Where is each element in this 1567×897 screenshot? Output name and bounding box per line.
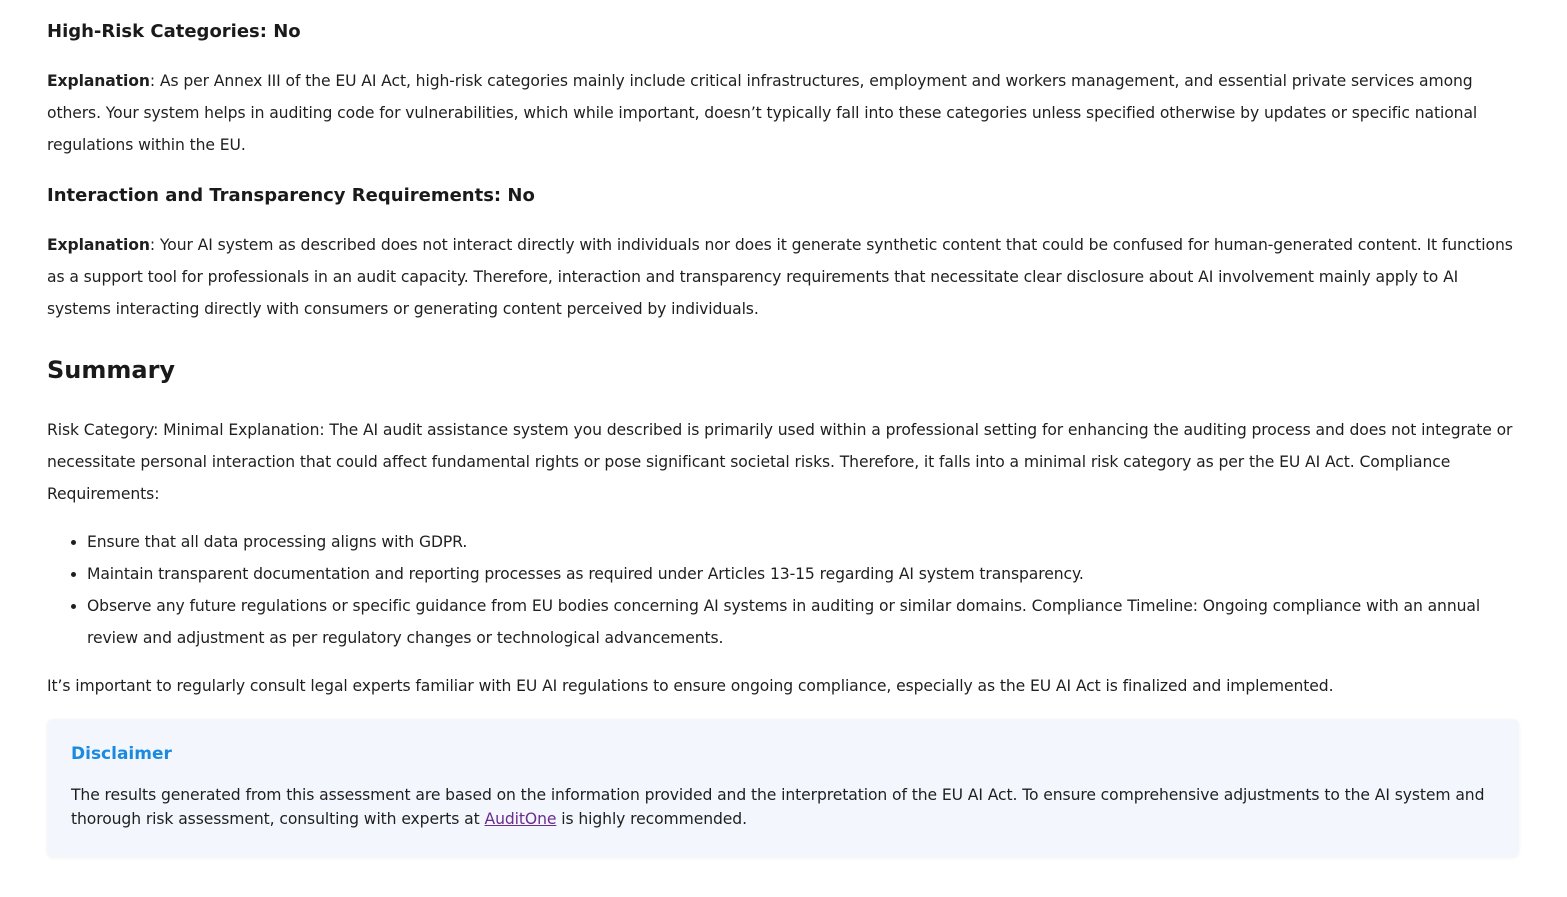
closing-paragraph: It’s important to regularly consult legal experts familiar with EU AI regulations to ensure ongoing compliance, especially as the EU AI Act is finalized and implemented. <box>47 677 1334 695</box>
interaction-heading: Interaction and Transparency Requirements: No <box>47 185 535 206</box>
list-item: • Ensure that all data processing aligns with GDPR. <box>87 526 1519 558</box>
disclaimer-text <box>71 783 1495 831</box>
explanation-text: : Your AI system as described does not interact directly with individuals nor does it generate synthetic content that could be confused for human-generated content. It functions as a support tool for professionals in an audit capacity. Therefore, interaction and transparency requirements that necessitate clear disclosure about AI involvement mainly apply to AI systems interacting directly with consumers or generating content perceived by individuals. <box>47 236 1513 318</box>
explanation-label: Explanation <box>47 72 150 90</box>
explanation-text: : As per Annex III of the EU AI Act, high-risk categories mainly include critical infrastructures, employment and workers management, and essential private services among others. Your system helps in auditing code for vulnerabilities, which while important, doesn’t typically fall into these categories unless specified otherwise by updates or specific national regulations within the EU. <box>47 72 1478 154</box>
list-item: • Observe any future regulations or specific guidance from EU bodies concerning AI systems in auditing or similar domains. Compliance Timeline: Ongoing compliance with an annual review and adjustment as per regulatory changes or technological advancements. <box>87 590 1519 654</box>
auditone-link[interactable]: AuditOne <box>484 810 557 828</box>
disclaimer-text-after: is highly recommended. <box>556 810 747 828</box>
interaction-explanation <box>47 229 1519 325</box>
explanation-label: Explanation <box>47 236 150 254</box>
high-risk-heading: High-Risk Categories: No <box>47 21 301 42</box>
list-item: • Maintain transparent documentation and reporting processes as required under Articles 13-15 regarding AI system transparency. <box>87 558 1519 590</box>
summary-paragraph: Risk Category: Minimal Explanation: The AI audit assistance system you described is primarily used within a professional setting for enhancing the auditing process and does not integrate or necessitate personal interaction that could affect fundamental rights or pose significant societal risks. Therefore, it falls into a minimal risk category as per the EU AI Act. Compliance Requirements: <box>47 421 1513 503</box>
disclaimer-title: Disclaimer <box>71 744 172 764</box>
disclaimer-text-before: The results generated from this assessment are based on the information provided and the interpretation of the EU AI Act. To ensure comprehensive adjustments to the AI system and thorough risk assessment, consulting with experts at <box>71 786 1485 828</box>
high-risk-explanation <box>47 65 1519 161</box>
disclaimer-box <box>47 719 1519 857</box>
summary-heading: Summary <box>47 356 176 384</box>
compliance-list <box>47 526 1519 654</box>
